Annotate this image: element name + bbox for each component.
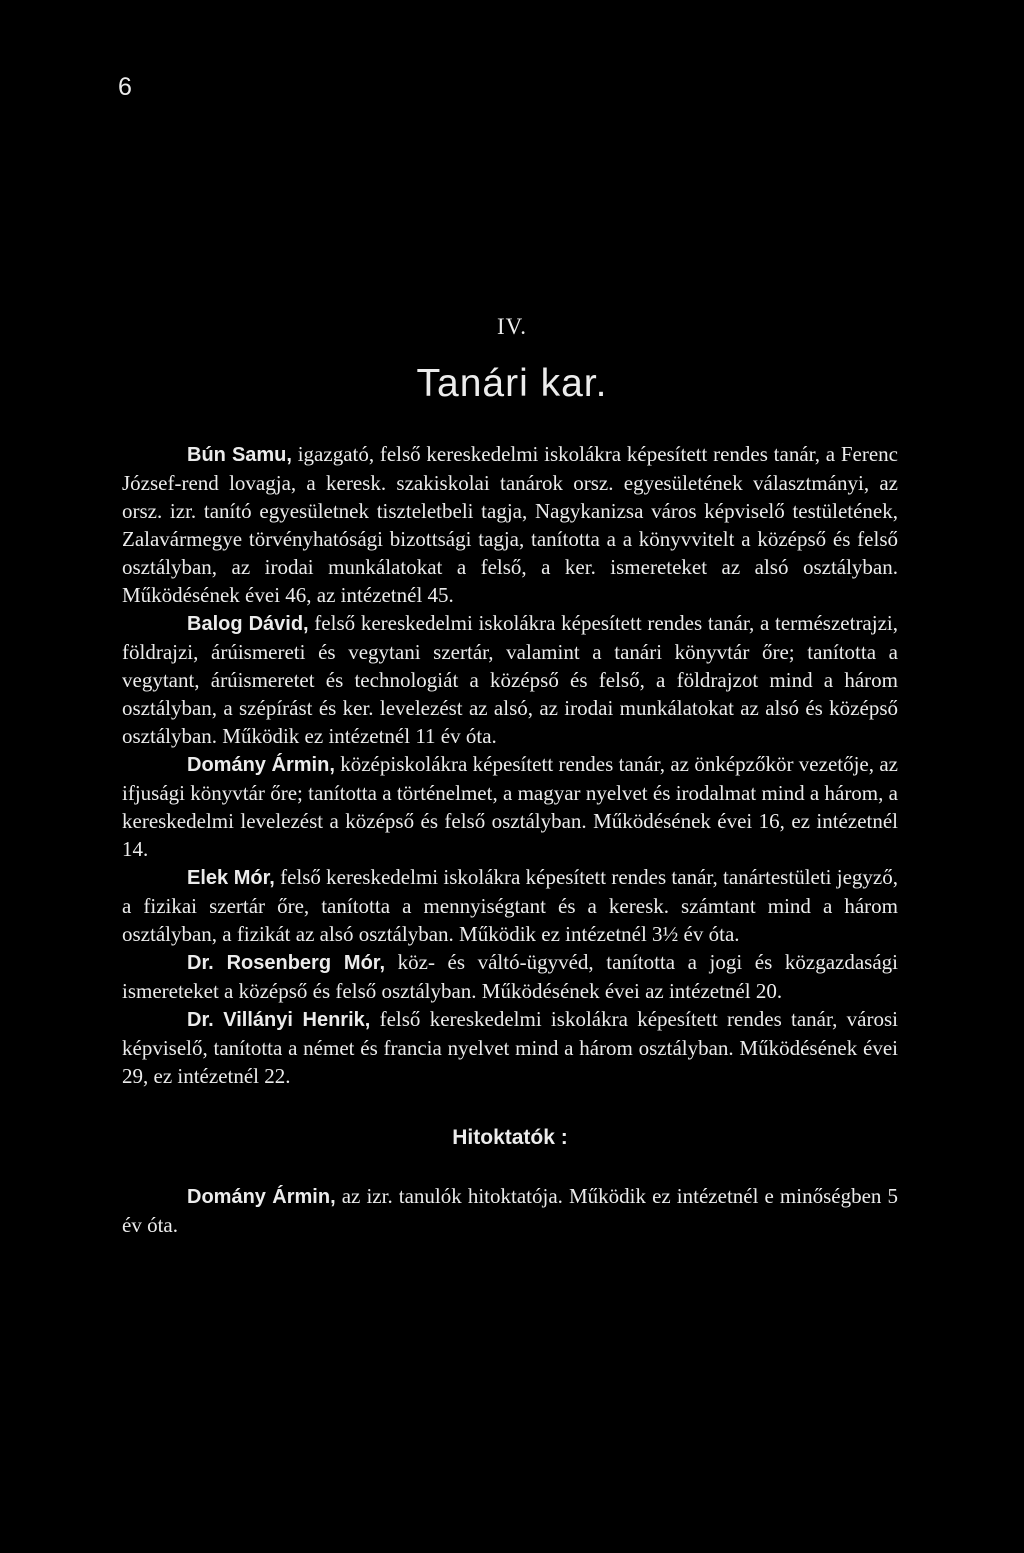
staff-name: Domány Ármin, [187, 754, 335, 776]
staff-name: Elek Mór, [187, 867, 275, 889]
staff-entry [122, 440, 898, 609]
staff-entry [122, 1005, 898, 1090]
religion-teacher-description: az izr. tanulók hitoktatója. Működik ez intézetnél e minőségben 5 év óta. [122, 1184, 898, 1237]
chapter-numeral: IV. [496, 314, 528, 339]
religion-teacher-name: Domány Ármin, [187, 1186, 336, 1208]
staff-description: felső kereskedelmi iskolákra képesített rendes tanár, tanártestületi jegyző, a fizikai szertár őre, tanította a mennyiségtant és a keresk. számtant mind a három osztályban, a fizikát az alsó osztályban. Működik ez intézetnél 3½ év óta. [122, 865, 899, 946]
chapter-title: Tanári kar. [416, 362, 608, 405]
staff-entry [122, 863, 898, 948]
staff-entry [122, 948, 898, 1005]
staff-name: Dr. Rosenberg Mór, [187, 952, 386, 974]
staff-description: felső kereskedelmi iskolákra képesített rendes tanár, városi képviselő, tanította a német és francia nyelvet mind a három osztályban. Működésének évei 29, ez intézetnél 22. [122, 1007, 899, 1088]
staff-description: igazgató, felső kereskedelmi iskolákra képesített rendes tanár, a Ferenc József-rend lovagja, a keresk. szakiskolai tanárok orsz. egyesületének választmányi, az orsz. izr. tanító egyesületnek tiszteletbeli tagja, Nagykanizsa város képviselő testületének, Zalavármegye törvényhatósági bizottsági tagja, tanította a a könyvvitelt a középső és felső osztályban, az irodai munkálatokat a felső, a ker. ismereteket az alsó osztályban. Működésének évei 46, az intézetnél 45. [122, 442, 899, 607]
staff-entry [122, 750, 898, 863]
staff-description: középiskolákra képesített rendes tanár, az önképzőkör vezetője, az ifjusági könyvtár őre; tanította a történelmet, a magyar nyelvet és irodalmat mind a három, a kereskedelmi levelezést a középső és felső osztályban. Működésének évei 16, ez intézetnél 14. [122, 752, 898, 861]
staff-name: Dr. Villányi Henrik, [187, 1009, 371, 1031]
staff-description: köz- és váltó-ügyvéd, tanította a jogi és közgazdasági ismereteket a középső és felső osztályban. Működésének évei az intézetnél 20. [122, 950, 898, 1003]
staff-name: Bún Samu, [187, 444, 292, 466]
staff-name: Balog Dávid, [187, 613, 309, 635]
staff-description: felső kereskedelmi iskolákra képesített rendes tanár, a természetrajzi, földrajzi, árúismereti és vegytani szertár, valamint a tanári könyvtár őre; tanította a vegytant, árúismeretet és technologiát a középső és felső, a földrajzot mind a három osztályban, a szépírást és ker. levelezést az alsó, az irodai munkálatokat az alsó és középső osztályban. Működik ez intézetnél 11 év óta. [122, 611, 898, 748]
religion-teachers-heading: Hitoktatók : [452, 1126, 568, 1149]
staff-list [122, 440, 898, 1239]
religion-teacher-entry [122, 1182, 898, 1239]
staff-entry [122, 609, 898, 750]
page-number: 6 [118, 73, 132, 101]
